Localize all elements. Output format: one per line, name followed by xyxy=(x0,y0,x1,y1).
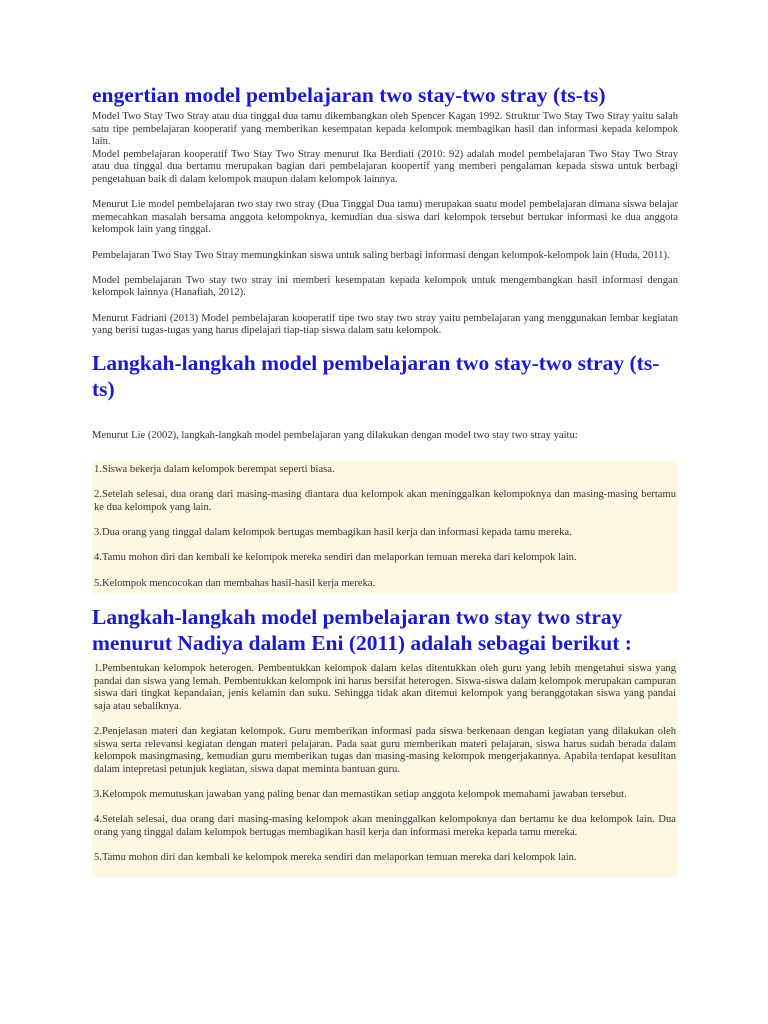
list-item: 2.Penjelasan materi dan kegiatan kelompok. Guru memberikan informasi pada siswa berkenaan dengan kegiatan yang dilakukan oleh siswa serta relevansi kegiatan dengan materi pelajaran. Pada saat guru memberikan materi pelajaran, siswa harus sudah berada dalam kelompok masingmasing, kemudian guru memberikan tugas dan masing-masing kelompok mengerjakannya. Apabila terdapat kesulitan dalam intepretasi petunjuk kegiatan, siswa dapat meminta bantuan guru. xyxy=(94,726,676,775)
section1-heading: engertian model pembelajaran two stay-two stray (ts-ts) xyxy=(92,83,606,107)
list-item: 4.Tamu mohon diri dan kembali ke kelompok mereka sendiri dan melaporkan temuan mereka dari kelompok lain. xyxy=(94,552,577,564)
list-item: 3.Dua orang yang tinggal dalam kelompok bertugas membagikan hasil kerja dan informasi kepada tamu mereka. xyxy=(94,527,572,539)
list-item: 2.Setelah selesai, dua orang dari masing-masing diantara dua kelompok akan meninggalkan kelompoknya dan masing-masing bertamu ke dua kelompok yang lain. xyxy=(94,489,676,514)
paragraph-hanafiah: Model pembelajaran Two stay two stray ini memberi kesempatan kepada kelompok untuk mengembangkan hasil informasi dengan kelompok lainnya (Hanafiah, 2012). xyxy=(92,274,678,299)
paragraph-berdiati: Model pembelajaran kooperatif Two Stay Two Stray menurut Ika Berdiati (2010: 92) adalah model pembelajaran Two Stay Two Stray atau dua tinggal dua bertamu merupakan bagian dari pembelajaran koopertif yang memberi pengalaman kepada siswa untuk berbagi pengetahuan baik di dalam kelompok maupun dalam kelompok lainnya. xyxy=(92,148,678,185)
list-item: 1.Siswa bekerja dalam kelompok berempat seperti biasa. xyxy=(94,464,335,476)
steps-list-nadiya xyxy=(92,660,678,877)
list-item: 4.Setelah selesai, dua orang dari masing-masing kelompok akan meninggalkan kelompoknya dan bertamu ke dua kelompok lain. Dua orang yang tinggal dalam kelompok bertugas membagikan hasil kerja dan informasi mereka kepada tamu mereka. xyxy=(94,814,676,838)
steps-list-lie xyxy=(92,461,678,594)
section1-body xyxy=(92,111,678,338)
section3-heading: Langkah-langkah model pembelajaran two stay two stray menurut Nadiya dalam Eni (2011) adalah sebagai berikut : xyxy=(92,605,632,656)
list-item: 5.Tamu mohon diri dan kembali ke kelompok mereka sendiri dan melaporkan temuan mereka dari kelompok lain. xyxy=(94,852,577,864)
paragraph-huda: Pembelajaran Two Stay Two Stray memungkinkan siswa untuk saling berbagi informasi dengan kelompok-kelompok lain (Huda, 2011). xyxy=(92,249,670,261)
paragraph-fadriani: Menurut Fadriani (2013) Model pembelajaran kooperatif tipe two stay two stray yaitu pembelajaran yang menggunakan lembar kegiatan yang berisi tugas-tugas yang harus dipelajari tiap-tiap siswa dalam satu kelompok. xyxy=(92,312,678,337)
list-item: 1.Pembentukan kelompok heterogen. Pembentukkan kelompok dalam kelas ditentukkan oleh guru yang lebih mengetahui siswa yang pandai dan siswa yang lemah. Pembentukkan kelompok ini harus bersifat heterogen. Siswa-siswa dalam kelompok merupakan campuran siswa dari tingkat kepandaian, jenis kelamin dan suku. Sehingga tidak akan ditemui kelompok yang beranggotakan siswa yang pandai saja atau sebaliknya. xyxy=(94,663,676,712)
paragraph-lie: Menurut Lie model pembelajaran two stay two stray (Dua Tinggal Dua tamu) merupakan suatu model pembelajaran dimana siswa belajar memecahkan masalah bersama anggota kelompoknya, kemudian dua siswa dari kelompok tersebut bertukar informasi ke dua anggota kelompok lain yang tinggal. xyxy=(92,199,678,236)
list-item: 5.Kelompok mencocokan dan membahas hasil-hasil kerja mereka. xyxy=(94,577,376,589)
section2-heading: Langkah-langkah model pembelajaran two stay-two stray (ts-ts) xyxy=(92,350,660,401)
document-content xyxy=(92,82,678,877)
paragraph-kagan: Model Two Stay Two Stray atau dua tinggal dua tamu dikembangkan oleh Spencer Kagan 1992. Struktur Two Stay Two Stray yaitu salah satu tipe pembelajaran kooperatif yang memberikan kesempatan kepada kelompok membagikan hasil dan informasi kepada kelompok lain. xyxy=(92,111,678,148)
list-item: 3.Kelompok memutuskan jawaban yang paling benar dan memastikan setiap anggota kelompok memahami jawaban tersebut. xyxy=(94,789,627,801)
section2-intro: Menurut Lie (2002), langkah-langkah model pembelajaran yang dilakukan dengan model two stay two stray yaitu: xyxy=(92,429,578,441)
